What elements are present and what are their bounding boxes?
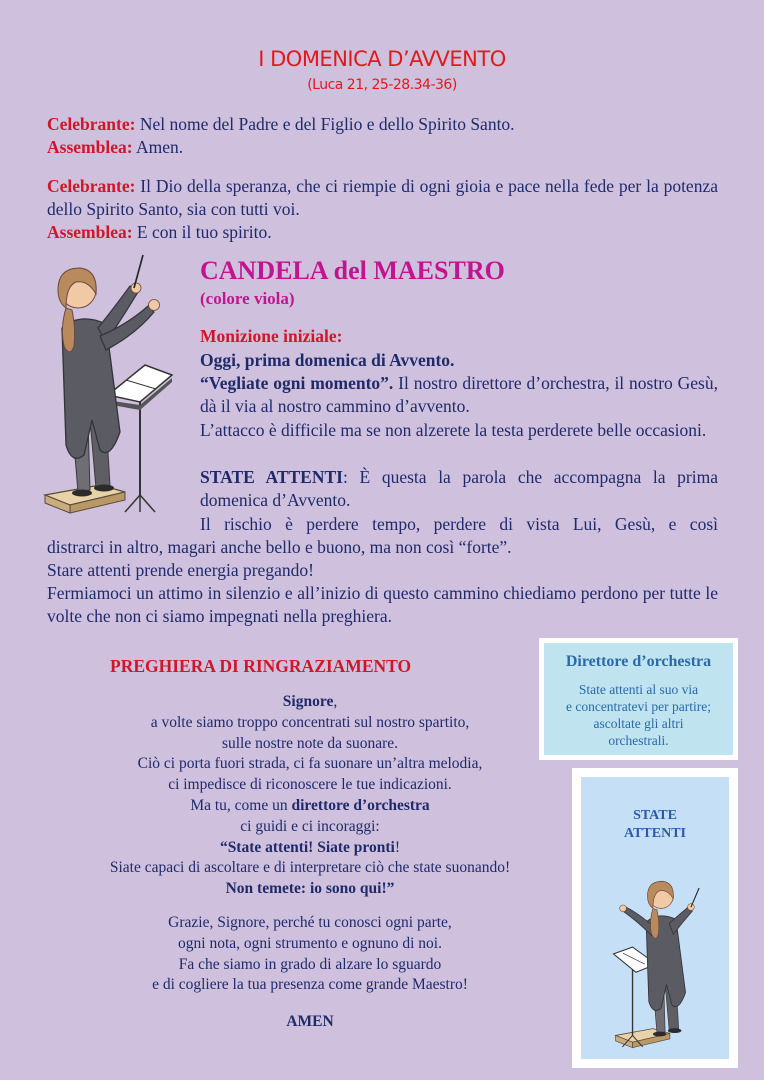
prayer-text: ! <box>394 838 401 856</box>
prayer-line: Grazie, Signore, perché tu conosci ogni parte, <box>168 914 452 931</box>
prayer-word-signore: Signore <box>282 693 334 710</box>
prayer-line <box>40 692 580 713</box>
monizione-p4-line2: distrarci in altro, magari anche bello e buono, ma non così “forte”. <box>47 537 512 557</box>
candle-title: CANDELA del MAESTRO <box>200 256 505 285</box>
prayer-line: sulle nostre note da suonare. <box>221 734 399 752</box>
monizione-paragraph-5 <box>47 559 718 582</box>
prayer-stanza-2 <box>40 913 580 996</box>
monizione-p4-line1: Il rischio è perdere tempo, perdere di vista Lui, Gesù, e così <box>200 514 718 534</box>
monizione-paragraph-4-line1 <box>200 513 718 536</box>
director-box-line: e concentratevi per partire; <box>565 699 712 714</box>
director-box-line: State attenti al suo via <box>578 682 699 697</box>
dialogue-text: Il Dio della speranza, che ci riempie di ogni gioia e pace nella fede per la potenza dello Spirito Santo, sia con tutti voi. <box>47 176 718 219</box>
prayer-bold-text: “State attenti! Siate pronti <box>219 838 395 856</box>
dialogue-text: E con il tuo spirito. <box>132 222 272 242</box>
page-title: I DOMENICA D’AVVENTO <box>258 47 506 71</box>
prayer-line: e di cogliere la tua presenza come grande Maestro! <box>152 976 468 994</box>
prayer-line <box>40 796 580 817</box>
card-label-line: STATE <box>633 808 677 823</box>
monizione-p1-text: Il nostro direttore d’orchestra, il nostro Gesù, dà il via al nostro cammino d’avvento. <box>200 373 718 416</box>
prayer-line: ci guidi e ci incoraggi: <box>240 817 380 835</box>
monizione-paragraph-6 <box>47 582 718 628</box>
director-info-box <box>539 638 738 760</box>
card-conductor-illustration <box>603 869 713 1049</box>
prayer-punct: , <box>333 693 338 710</box>
dialogue-block-2 <box>47 175 718 244</box>
state-attenti-card <box>572 768 738 1068</box>
monizione-label: Monizione iniziale: <box>200 326 343 346</box>
prayer-amen: AMEN <box>286 1013 334 1030</box>
dialogue-text: Nel nome del Padre e del Figlio e dello Spirito Santo. <box>135 114 515 134</box>
dialogue-role: Assemblea: <box>47 222 133 242</box>
director-box-line: orchestrali. <box>608 733 669 748</box>
gospel-reference: (Luca 21, 25-28.34-36) <box>307 77 457 93</box>
monizione-intro-text: Oggi, prima domenica di Avvento. <box>200 350 455 370</box>
prayer-line: Siate capaci di ascoltare e di interpretare ciò che state suonando! <box>109 859 511 877</box>
monizione-paragraph-2 <box>200 419 718 442</box>
monizione-p5: Stare attenti prende energia pregando! <box>47 560 314 580</box>
prayer-line: Non temete: io sono qui!” <box>225 880 395 898</box>
monizione-paragraph-3 <box>200 466 718 512</box>
dialogue-block-1 <box>47 113 718 159</box>
prayer-bold-text: direttore d’orchestra <box>291 796 430 814</box>
conductor-illustration <box>40 250 175 515</box>
monizione-quote: “Vegliate ogni momento”. <box>200 373 394 393</box>
candle-subtitle: (colore viola) <box>200 289 295 308</box>
prayer-line: ogni nota, ogni strumento e ognuno di noi. <box>178 934 442 952</box>
monizione-p2-text: L’attacco è difficile ma se non alzerete la testa perderete belle occasioni. <box>200 420 707 440</box>
prayer-title: PREGHIERA DI RINGRAZIAMENTO <box>110 656 412 676</box>
prayer-line: a volte siamo troppo concentrati sul nostro spartito, <box>150 713 470 731</box>
monizione-intro <box>200 349 718 372</box>
prayer-line: Fa che siamo in grado di alzare lo sguardo <box>178 955 442 973</box>
prayer-line: ci impedisce di riconoscere le tue indicazioni. <box>168 776 452 794</box>
card-panel <box>581 777 729 1059</box>
dialogue-role: Assemblea: <box>47 137 133 157</box>
state-attenti-text: STATE ATTENTI <box>200 467 343 487</box>
monizione-p6: Fermiamoci un attimo in silenzio e all’inizio di questo cammino chiediamo perdono per tutte le volte che non ci siamo impegnati nella preghiera. <box>47 583 718 626</box>
card-label-line: ATTENTI <box>624 826 686 841</box>
prayer-line: Ciò ci porta fuori strada, ci fa suonare un’altra melodia, <box>137 755 483 773</box>
director-box-line: ascoltate gli altri <box>593 716 684 731</box>
dialogue-role: Celebrante: <box>47 176 136 196</box>
dialogue-role: Celebrante: <box>47 114 136 134</box>
director-box-text <box>544 681 733 749</box>
monizione-paragraph-4-line2 <box>47 536 718 559</box>
dialogue-text: Amen. <box>132 137 184 157</box>
director-box-heading: Direttore d’orchestra <box>565 653 712 670</box>
card-label <box>581 807 729 843</box>
prayer-text: Ma tu, come un <box>190 796 292 814</box>
prayer-line <box>40 838 580 859</box>
monizione-paragraph-1 <box>200 372 718 418</box>
monizione-p3-text: : È questa la parola che accompagna la prima domenica d’Avvento. <box>200 467 718 510</box>
prayer-stanza-1 <box>40 692 580 900</box>
